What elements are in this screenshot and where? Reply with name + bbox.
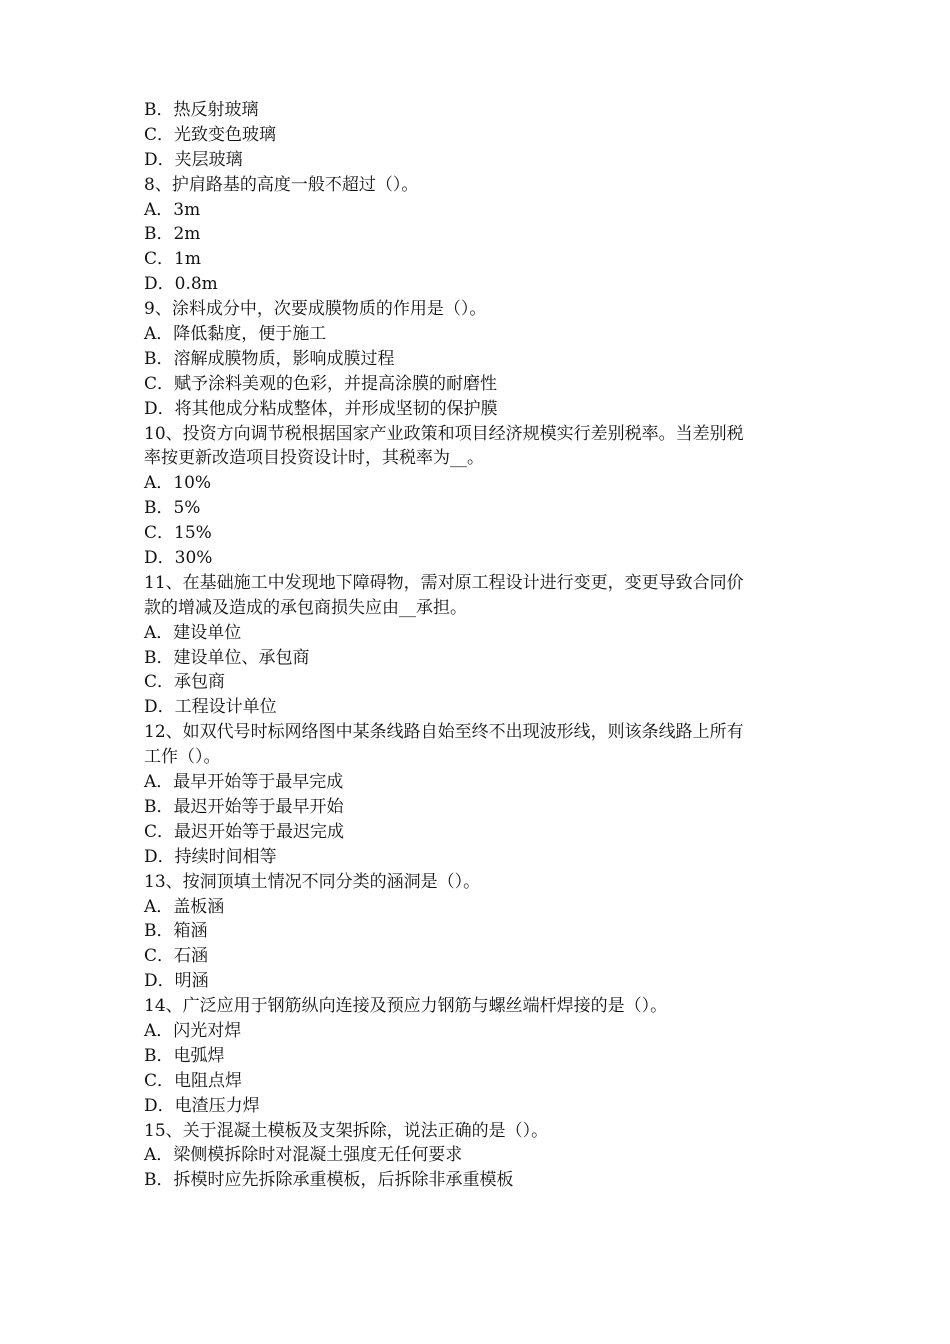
text-line: C．1m (144, 249, 201, 270)
text-line: 款的增减及造成的承包商损失应由__承担。 (144, 597, 467, 618)
text-line: D．工程设计单位 (144, 697, 277, 718)
text-line: B．2m (144, 224, 201, 245)
text-line: B．溶解成膜物质，影响成膜过程 (144, 348, 395, 369)
text-line: D．30% (144, 548, 213, 569)
text-line: A．建设单位 (144, 622, 242, 643)
text-line: 工作（）。 (144, 747, 221, 768)
text-line: 13、按洞顶填土情况不同分类的涵洞是（）。 (144, 871, 481, 892)
text-line: C．石涵 (144, 946, 209, 967)
text-line: B．5% (144, 498, 201, 519)
text-line: A．降低黏度，便于施工 (144, 324, 327, 345)
text-line: C．电阻点焊 (144, 1070, 243, 1091)
text-line: 8、护肩路基的高度一般不超过（）。 (144, 174, 419, 195)
text-line: B．建设单位、承包商 (144, 647, 310, 668)
text-line: A．3m (144, 199, 201, 220)
text-line: D．夹层玻璃 (144, 149, 243, 170)
text-line: B．最迟开始等于最早开始 (144, 796, 344, 817)
text-line: B．拆模时应先拆除承重模板，后拆除非承重模板 (144, 1170, 514, 1191)
document-body (144, 98, 812, 1193)
text-line: 10、投资方向调节税根据国家产业政策和项目经济规模实行差别税率。当差别税 (144, 423, 744, 444)
text-line: D．持续时间相等 (144, 846, 277, 867)
text-line: D．0.8m (144, 274, 218, 295)
text-line: D．将其他成分粘成整体，并形成坚韧的保护膜 (144, 398, 498, 419)
text-line: 11、在基础施工中发现地下障碍物，需对原工程设计进行变更，变更导致合同价 (144, 572, 744, 593)
text-line: A．梁侧模拆除时对混凝土强度无任何要求 (144, 1145, 463, 1166)
text-line: 14、广泛应用于钢筋纵向连接及预应力钢筋与螺丝端杆焊接的是（）。 (144, 996, 668, 1017)
text-line: 率按更新改造项目投资设计时，其税率为__。 (144, 448, 484, 469)
text-line: 9、涂料成分中，次要成膜物质的作用是（）。 (144, 299, 487, 320)
text-line: B．电弧焊 (144, 1045, 225, 1066)
text-line: A．最早开始等于最早完成 (144, 772, 344, 793)
text-line: C．光致变色玻璃 (144, 124, 277, 145)
text-line: 12、如双代号时标网络图中某条线路自始至终不出现波形线，则该条线路上所有 (144, 722, 744, 743)
text-line: D．明涵 (144, 971, 209, 992)
text-line: B．箱涵 (144, 921, 208, 942)
text-line: A．盖板涵 (144, 896, 225, 917)
text-line: C．承包商 (144, 672, 226, 693)
text-line: A．闪光对焊 (144, 1020, 242, 1041)
text-line: B．热反射玻璃 (144, 100, 259, 120)
text-line: C．最迟开始等于最迟完成 (144, 821, 345, 842)
text-line: 15、关于混凝土模板及支架拆除，说法正确的是（）。 (144, 1120, 549, 1141)
text-line: D．电渣压力焊 (144, 1095, 260, 1116)
text-line: C．赋予涂料美观的色彩，并提高涂膜的耐磨性 (144, 373, 498, 394)
text-line: A．10% (144, 473, 212, 494)
text-line: C．15% (144, 523, 212, 544)
